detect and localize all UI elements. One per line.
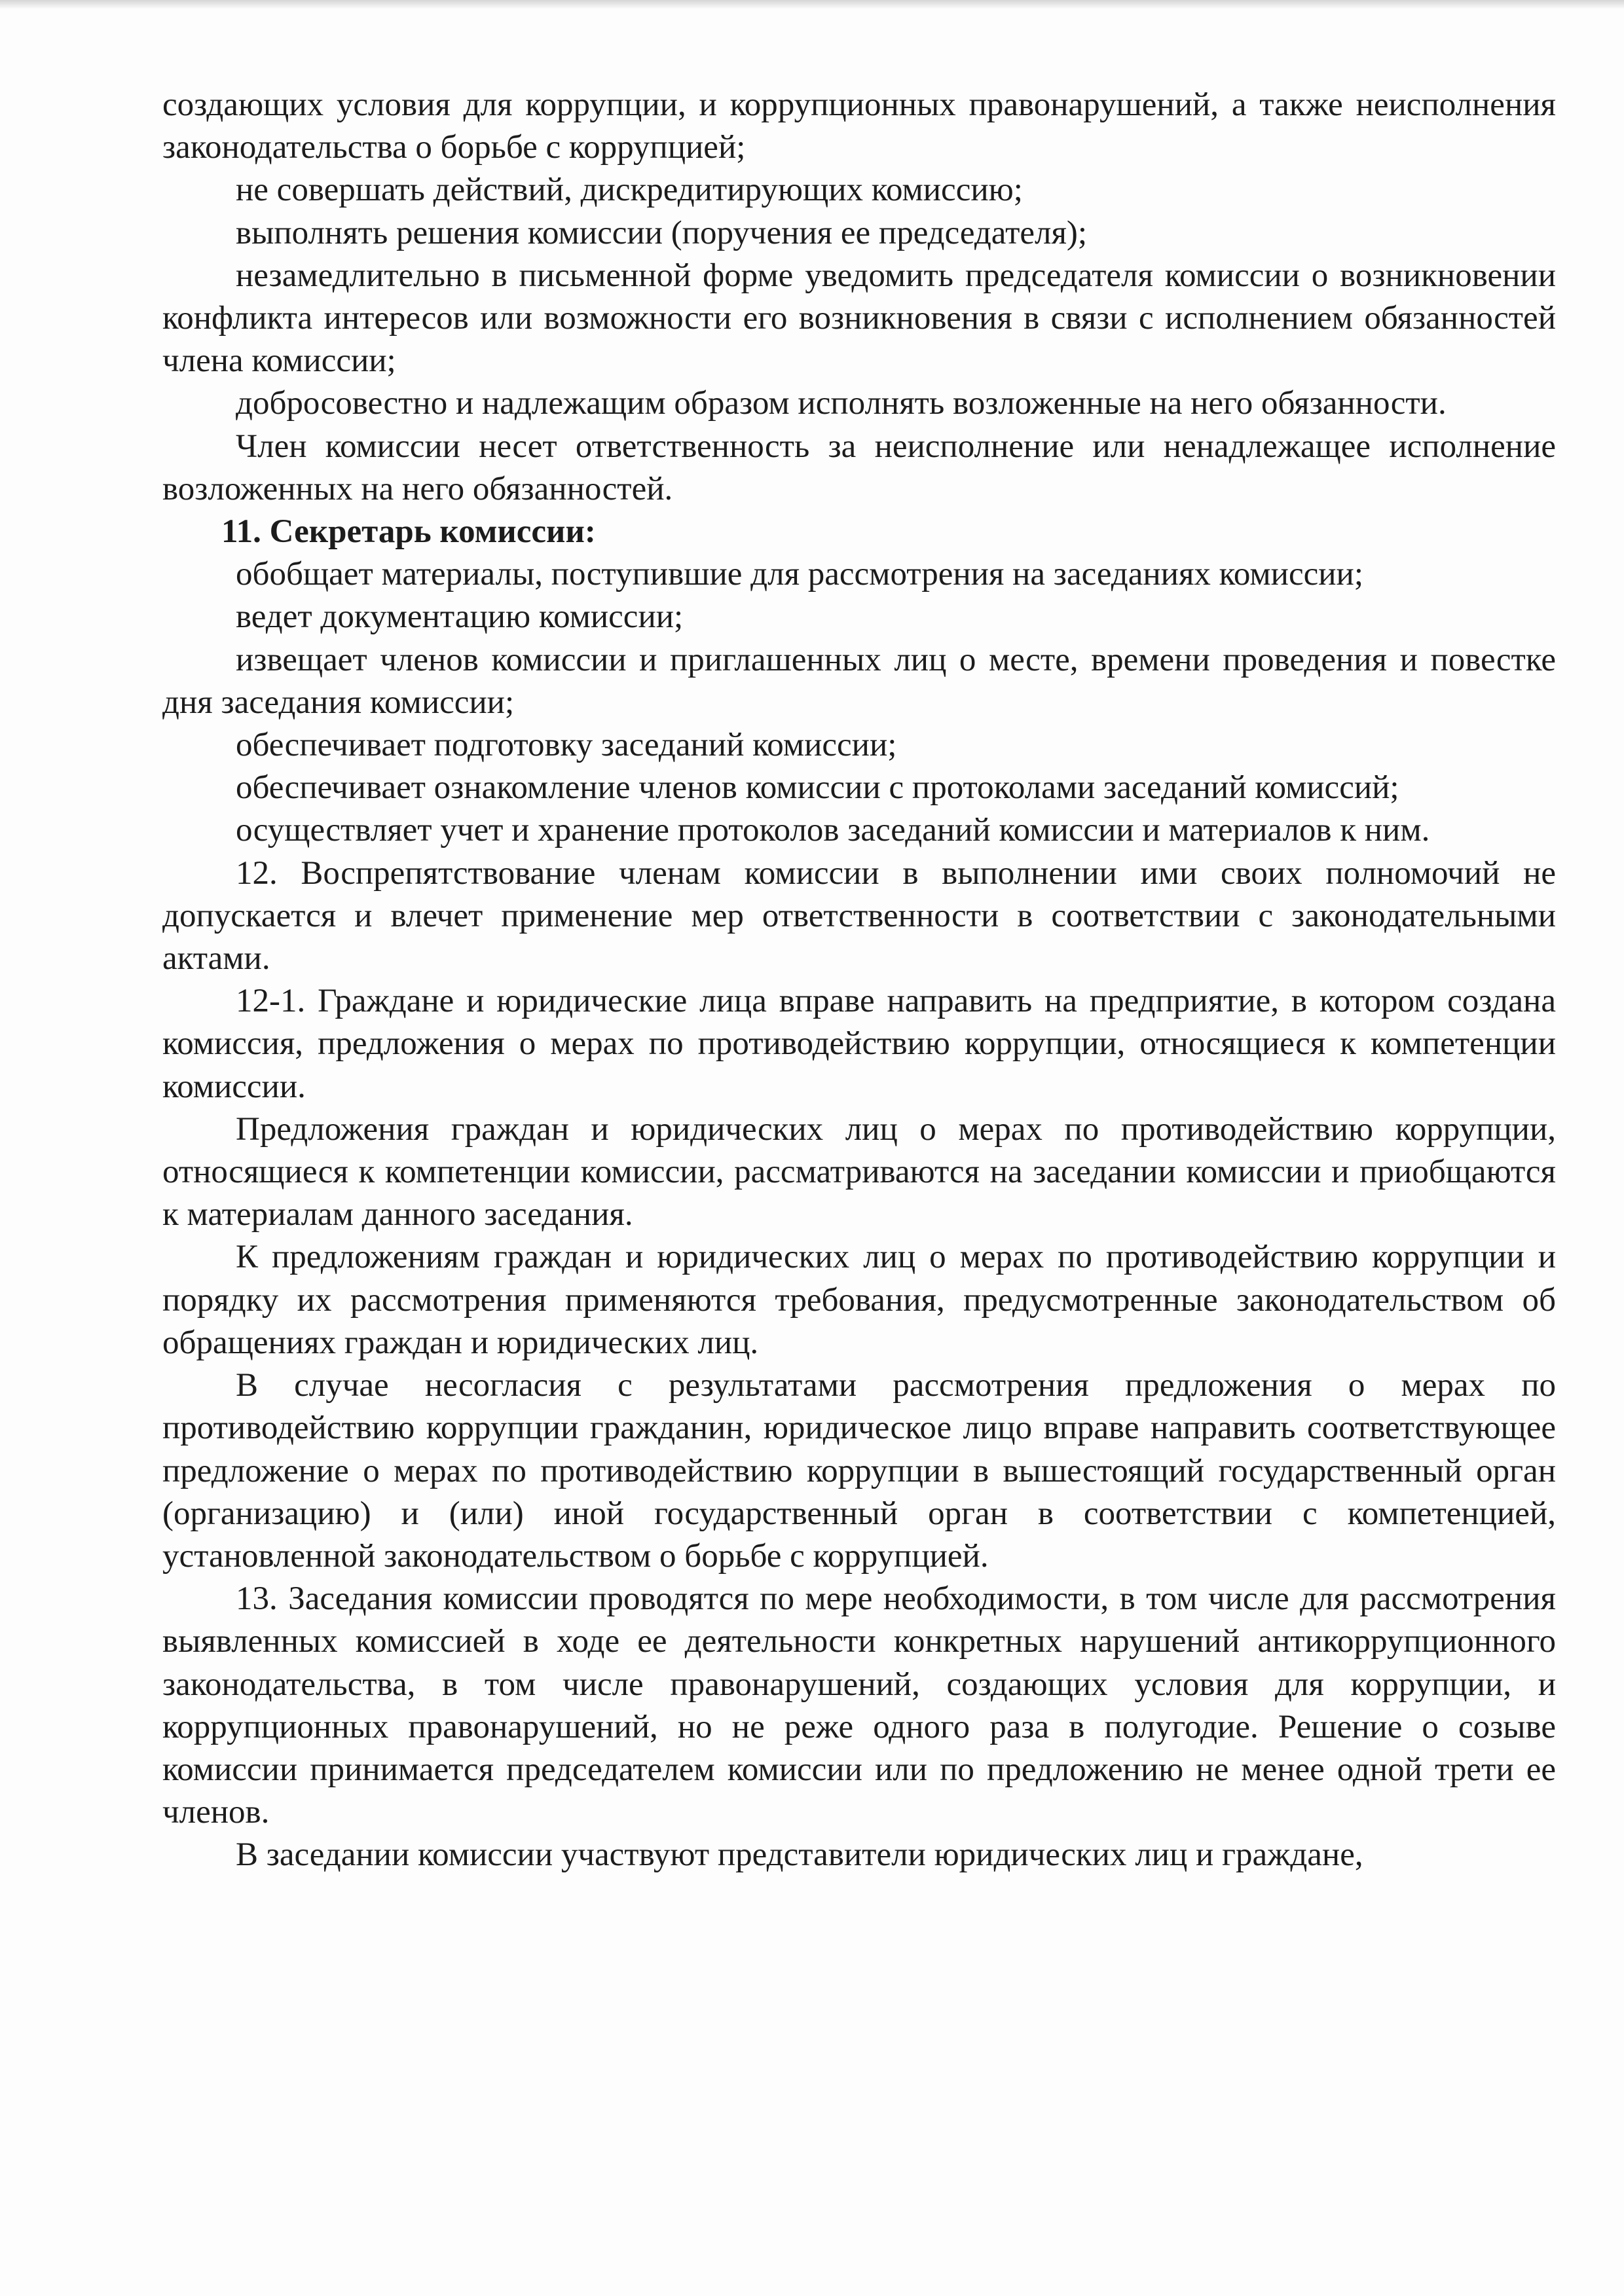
- paragraph: 12-1. Граждане и юридические лица вправе направить на предприятие, в котором создана комиссия, предложения о мерах по противодействию коррупции, относящиеся к компетенции комиссии.: [162, 983, 1556, 1105]
- paragraph: обеспечивает подготовку заседаний комиссии;: [236, 727, 897, 764]
- paragraph: К предложениям граждан и юридических лиц о мерах по противодействию коррупции и порядку их рассмотрения применяются требования, предусмотренные законодательством об обращениях граждан и юридических лиц.: [162, 1239, 1556, 1361]
- paragraph: обобщает материалы, поступившие для рассмотрения на заседаниях комиссии;: [236, 556, 1363, 593]
- section-heading: 11. Секретарь комиссии:: [221, 513, 596, 551]
- paragraph: ведет документацию комиссии;: [236, 598, 684, 636]
- paragraph: 12. Воспрепятствование членам комиссии в выполнении ими своих полномочий не допускается и влечет применение мер ответственности в соответствии с законодательными актами.: [162, 854, 1556, 977]
- paragraph: добросовестно и надлежащим образом исполнять возложенные на него обязанности.: [236, 385, 1447, 422]
- document-body: [162, 84, 1556, 1877]
- paragraph: В заседании комиссии участвуют представители юридических лиц и граждане,: [236, 1836, 1363, 1874]
- paragraph: не совершать действий, дискредитирующих комиссию;: [236, 172, 1023, 209]
- paragraph: извещает членов комиссии и приглашенных лиц о месте, времени проведения и повестке дня заседания комиссии;: [162, 641, 1556, 721]
- paragraph: обеспечивает ознакомление членов комиссии с протоколами заседаний комиссий;: [236, 769, 1399, 807]
- paragraph: осуществляет учет и хранение протоколов заседаний комиссии и материалов к ним.: [236, 812, 1430, 849]
- paragraph: Член комиссии несет ответственность за неисполнение или ненадлежащее исполнение возложенных на него обязанностей.: [162, 428, 1556, 507]
- paragraph: выполнять решения комиссии (поручения ее председателя);: [236, 214, 1088, 251]
- scan-edge-shadow: [0, 0, 1624, 9]
- paragraph: 13. Заседания комиссии проводятся по мере необходимости, в том числе для рассмотрения выявленных комиссией в ходе ее деятельности конкретных нарушений антикоррупционного законодательства, в том числе правонарушений, создающих условия для коррупции, и коррупционных правонарушений, но не реже одного раза в полугодие. Решение о созыве комиссии принимается председателем комиссии или по предложению не менее одной трети ее членов.: [162, 1580, 1556, 1831]
- paragraph: незамедлительно в письменной форме уведомить председателя комиссии о возникновении конфликта интересов или возможности его возникновения в связи с исполнением обязанностей члена комиссии;: [162, 257, 1556, 380]
- paragraph: В случае несогласия с результатами рассмотрения предложения о мерах по противодействию коррупции гражданин, юридическое лицо вправе направить соответствующее предложение о мерах по противодействию коррупции в вышестоящий государственный орган (организацию) и (или) иной государственный орган в соответствии с компетенцией, установленной законодательством о борьбе с коррупцией.: [162, 1367, 1556, 1575]
- paragraph: Предложения граждан и юридических лиц о мерах по противодействию коррупции, относящиеся к компетенции комиссии, рассматриваются на заседании комиссии и приобщаются к материалам данного заседания.: [162, 1110, 1556, 1233]
- paragraph: создающих условия для коррупции, и коррупционных правонарушений, а также неисполнения законодательства о борьбе с коррупцией;: [162, 86, 1556, 166]
